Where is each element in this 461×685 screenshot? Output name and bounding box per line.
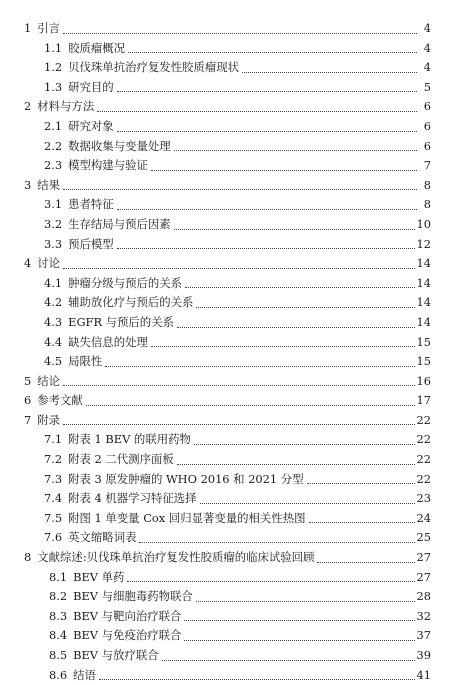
toc-entry-number: 7.1: [44, 432, 63, 447]
toc-entry[interactable]: [24, 97, 431, 117]
toc-entry-page-number: 15: [416, 354, 431, 369]
toc-entry-title: 研究对象: [68, 118, 114, 133]
toc-entry-title: 模型构建与验证: [68, 158, 148, 173]
toc-dot-leader: [63, 424, 414, 425]
toc-entry-page-number: 14: [416, 295, 431, 310]
toc-entry-title: 贝伐珠单抗治疗复发性胶质瘤现状: [68, 60, 239, 75]
toc-dot-leader: [117, 248, 415, 249]
toc-entry-title: 附表 1 BEV 的联用药物: [68, 432, 191, 447]
toc-entry-title: 辅助放化疗与预后的关系: [68, 295, 194, 310]
toc-entry-number: 7.2: [44, 452, 63, 467]
toc-entry[interactable]: [44, 274, 431, 294]
toc-dot-leader: [117, 131, 417, 132]
toc-entry-page-number: 14: [416, 314, 431, 329]
toc-entry-page-number: 23: [416, 491, 431, 506]
toc-entry-number: 8.3: [49, 608, 68, 623]
toc-entry-title: BEV 与免疫治疗联合: [73, 628, 182, 643]
toc-entry-title: 附录: [37, 412, 61, 427]
toc-entry-title: BEV 与靶向治疗联合: [73, 608, 182, 623]
toc-entry-number: 3.2: [44, 216, 63, 231]
toc-dot-leader: [309, 522, 415, 523]
toc-dot-leader: [174, 229, 415, 230]
toc-entry-title: 附表 4 机器学习特征选择: [68, 491, 197, 506]
toc-entry-title: 引言: [37, 21, 61, 35]
toc-dot-leader: [151, 346, 415, 347]
toc-dot-leader: [196, 307, 414, 308]
toc-dot-leader: [86, 405, 415, 406]
toc-dot-leader: [127, 581, 414, 582]
toc-entry-page-number: 22: [416, 452, 431, 467]
toc-entry-number: 4.5: [44, 354, 63, 369]
toc-entry-title: 数据收集与变量处理: [68, 138, 171, 153]
toc-entry-number: 8.4: [49, 628, 68, 643]
toc-dot-leader: [194, 444, 415, 445]
toc-entry-page-number: 27: [416, 550, 431, 565]
toc-dot-leader: [117, 209, 417, 210]
toc-entry-number: 5: [24, 373, 32, 388]
toc-entry-title: 胶质瘤概况: [68, 40, 126, 55]
toc-entry-title: 附图 1 单变量 Cox 回归显著变量的相关性热图: [68, 510, 306, 525]
toc-entry-number: 7.3: [44, 471, 63, 486]
toc-dot-leader: [317, 562, 414, 563]
toc-entry-number: 1.2: [44, 60, 63, 75]
toc-entry-number: 2.3: [44, 158, 63, 173]
toc-entry-page-number: 37: [416, 628, 431, 643]
toc-entry-title: 缺失信息的处理: [68, 334, 148, 349]
toc-entry-number: 8.5: [49, 648, 68, 662]
toc-entry[interactable]: [44, 450, 431, 470]
toc-entry[interactable]: [44, 313, 431, 333]
toc-entry[interactable]: [24, 19, 431, 39]
toc-entry-number: 6: [24, 393, 32, 408]
toc-entry-number: 7.6: [44, 530, 63, 545]
toc-entry-number: 2.2: [44, 138, 63, 153]
toc-entry[interactable]: [24, 254, 431, 274]
toc-entry-page-number: 14: [416, 275, 431, 290]
toc-entry[interactable]: [24, 176, 431, 196]
toc-entry-page-number: 6: [423, 99, 431, 114]
toc-entry-title: 附表 2 二代测序面板: [68, 452, 174, 467]
toc-entry-number: 1.1: [44, 40, 63, 55]
toc-entry[interactable]: [44, 137, 431, 157]
toc-entry-page-number: 6: [423, 138, 431, 153]
toc-entry-page-number: 12: [416, 236, 431, 251]
toc-entry-page-number: 28: [416, 589, 431, 604]
toc-entry-page-number: 15: [416, 334, 431, 349]
toc-dot-leader: [184, 620, 414, 621]
toc-entry-number: 1.3: [44, 79, 63, 94]
toc-entry-page-number: 24: [416, 510, 431, 525]
toc-entry-page-number: 22: [416, 432, 431, 447]
toc-dot-leader: [99, 679, 415, 680]
toc-entry[interactable]: [24, 391, 431, 411]
toc-entry-page-number: 6: [423, 118, 431, 133]
toc-entry-page-number: 8: [423, 197, 431, 212]
toc-entry-number: 8.1: [49, 569, 68, 584]
toc-entry-page-number: 4: [423, 40, 431, 55]
toc-entry-title: 英文缩略词表: [68, 530, 137, 545]
toc-entry-number: 4: [24, 256, 32, 271]
toc-entry[interactable]: [24, 411, 431, 431]
toc-entry[interactable]: [49, 587, 431, 607]
toc-dot-leader: [177, 464, 415, 465]
toc-entry-title: 文献综述:贝伐珠单抗治疗复发性胶质瘤的临床试验回顾: [37, 550, 315, 565]
toc-entry-number: 8.2: [49, 589, 68, 604]
toc-entry-number: 3: [24, 177, 32, 192]
toc-entry-title: 研究目的: [68, 79, 114, 94]
toc-entry-number: 2: [24, 99, 32, 114]
toc-dot-leader: [162, 660, 415, 661]
toc-entry-number: 7.5: [44, 510, 63, 525]
toc-entry[interactable]: [44, 39, 431, 59]
toc-entry-page-number: 32: [416, 608, 431, 623]
toc-entry-page-number: 16: [416, 373, 431, 388]
toc-entry-page-number: 7: [423, 158, 431, 173]
toc-entry[interactable]: [44, 509, 431, 529]
toc-dot-leader: [63, 385, 414, 386]
toc-entry-title: 讨论: [37, 256, 61, 271]
toc-dot-leader: [128, 52, 417, 53]
toc-entry-title: 肿瘤分级与预后的关系: [68, 275, 183, 290]
toc-entry[interactable]: [44, 78, 431, 98]
toc-entry-title: 参考文献: [37, 393, 83, 408]
toc-entry-title: 结语: [73, 667, 96, 682]
toc-entry[interactable]: [44, 156, 431, 176]
toc-entry-page-number: 22: [416, 471, 431, 486]
toc-entry[interactable]: [44, 333, 431, 353]
toc-entry-number: 4.1: [44, 275, 63, 290]
toc-entry-title: BEV 单药: [73, 569, 125, 584]
toc-dot-leader: [177, 327, 415, 328]
toc-dot-leader: [185, 287, 414, 288]
toc-entry[interactable]: [44, 117, 431, 137]
toc-dot-leader: [196, 601, 415, 602]
toc-dot-leader: [151, 170, 417, 171]
toc-entry-page-number: 14: [416, 256, 431, 271]
toc-entry[interactable]: [49, 568, 431, 588]
toc-entry-number: 4.4: [44, 334, 63, 349]
toc-entry[interactable]: [49, 607, 431, 627]
toc-entry-page-number: 4: [423, 60, 431, 75]
toc-entry-title: 附表 3 原发肿瘤的 WHO 2016 和 2021 分型: [68, 471, 304, 486]
toc-entry[interactable]: [44, 195, 431, 215]
toc-dot-leader: [117, 91, 417, 92]
toc-entry[interactable]: [49, 666, 431, 685]
toc-entry[interactable]: [44, 293, 431, 313]
toc-entry-number: 7: [24, 412, 32, 427]
toc-entry-title: 生存结局与预后因素: [68, 216, 171, 231]
toc-entry-title: BEV 与放疗联合: [73, 648, 159, 662]
toc-entry[interactable]: [49, 626, 431, 646]
toc-entry-page-number: 41: [416, 667, 431, 682]
toc-entry-page-number: 10: [416, 216, 431, 231]
toc-entry[interactable]: [44, 215, 431, 235]
toc-dot-leader: [242, 72, 417, 73]
toc-dot-leader: [63, 189, 417, 190]
toc-dot-leader: [63, 268, 414, 269]
toc-entry-title: BEV 与细胞毒药物联合: [73, 589, 193, 604]
toc-entry[interactable]: [44, 470, 431, 490]
toc-entry-title: 局限性: [68, 354, 103, 369]
toc-dot-leader: [139, 542, 414, 543]
toc-entry-page-number: 17: [416, 393, 431, 408]
toc-entry-page-number: 4: [423, 21, 431, 35]
toc-dot-leader: [184, 640, 414, 641]
toc-entry-number: 4.2: [44, 295, 63, 310]
toc-entry[interactable]: [44, 489, 431, 509]
toc-entry[interactable]: [24, 548, 431, 568]
toc-entry-title: 材料与方法: [37, 99, 95, 114]
toc-entry-number: 8.6: [49, 667, 68, 682]
toc-entry-page-number: 39: [416, 648, 431, 662]
toc-entry-number: 8: [24, 550, 32, 565]
toc-entry-title: 结果: [37, 177, 61, 192]
toc-entry-page-number: 8: [423, 177, 431, 192]
toc-entry-page-number: 27: [416, 569, 431, 584]
toc-entry-title: 患者特征: [68, 197, 114, 212]
toc-entry-number: 1: [24, 21, 32, 35]
toc-entry-title: 结论: [37, 373, 61, 388]
toc-entry-title: EGFR 与预后的关系: [68, 314, 174, 329]
toc-entry-number: 4.3: [44, 314, 63, 329]
toc-entry[interactable]: [44, 235, 431, 255]
toc-dot-leader: [97, 111, 417, 112]
toc-entry[interactable]: [44, 528, 431, 548]
toc-dot-leader: [105, 366, 414, 367]
toc-entry[interactable]: [44, 58, 431, 78]
toc-entry-page-number: 25: [416, 530, 431, 545]
toc-entry[interactable]: [44, 352, 431, 372]
toc-dot-leader: [307, 483, 415, 484]
toc-entry-page-number: 5: [423, 79, 431, 94]
toc-entry-number: 2.1: [44, 118, 63, 133]
toc-dot-leader: [200, 503, 415, 504]
toc-dot-leader: [63, 33, 417, 34]
toc-dot-leader: [174, 150, 417, 151]
toc-entry[interactable]: [49, 646, 431, 666]
toc-entry-title: 预后模型: [68, 236, 114, 251]
toc-entry-number: 7.4: [44, 491, 63, 506]
toc-entry[interactable]: [44, 430, 431, 450]
toc-entry-number: 3.1: [44, 197, 63, 212]
toc-entry-page-number: 22: [416, 412, 431, 427]
toc-entry-number: 3.3: [44, 236, 63, 251]
toc-entry[interactable]: [24, 372, 431, 392]
